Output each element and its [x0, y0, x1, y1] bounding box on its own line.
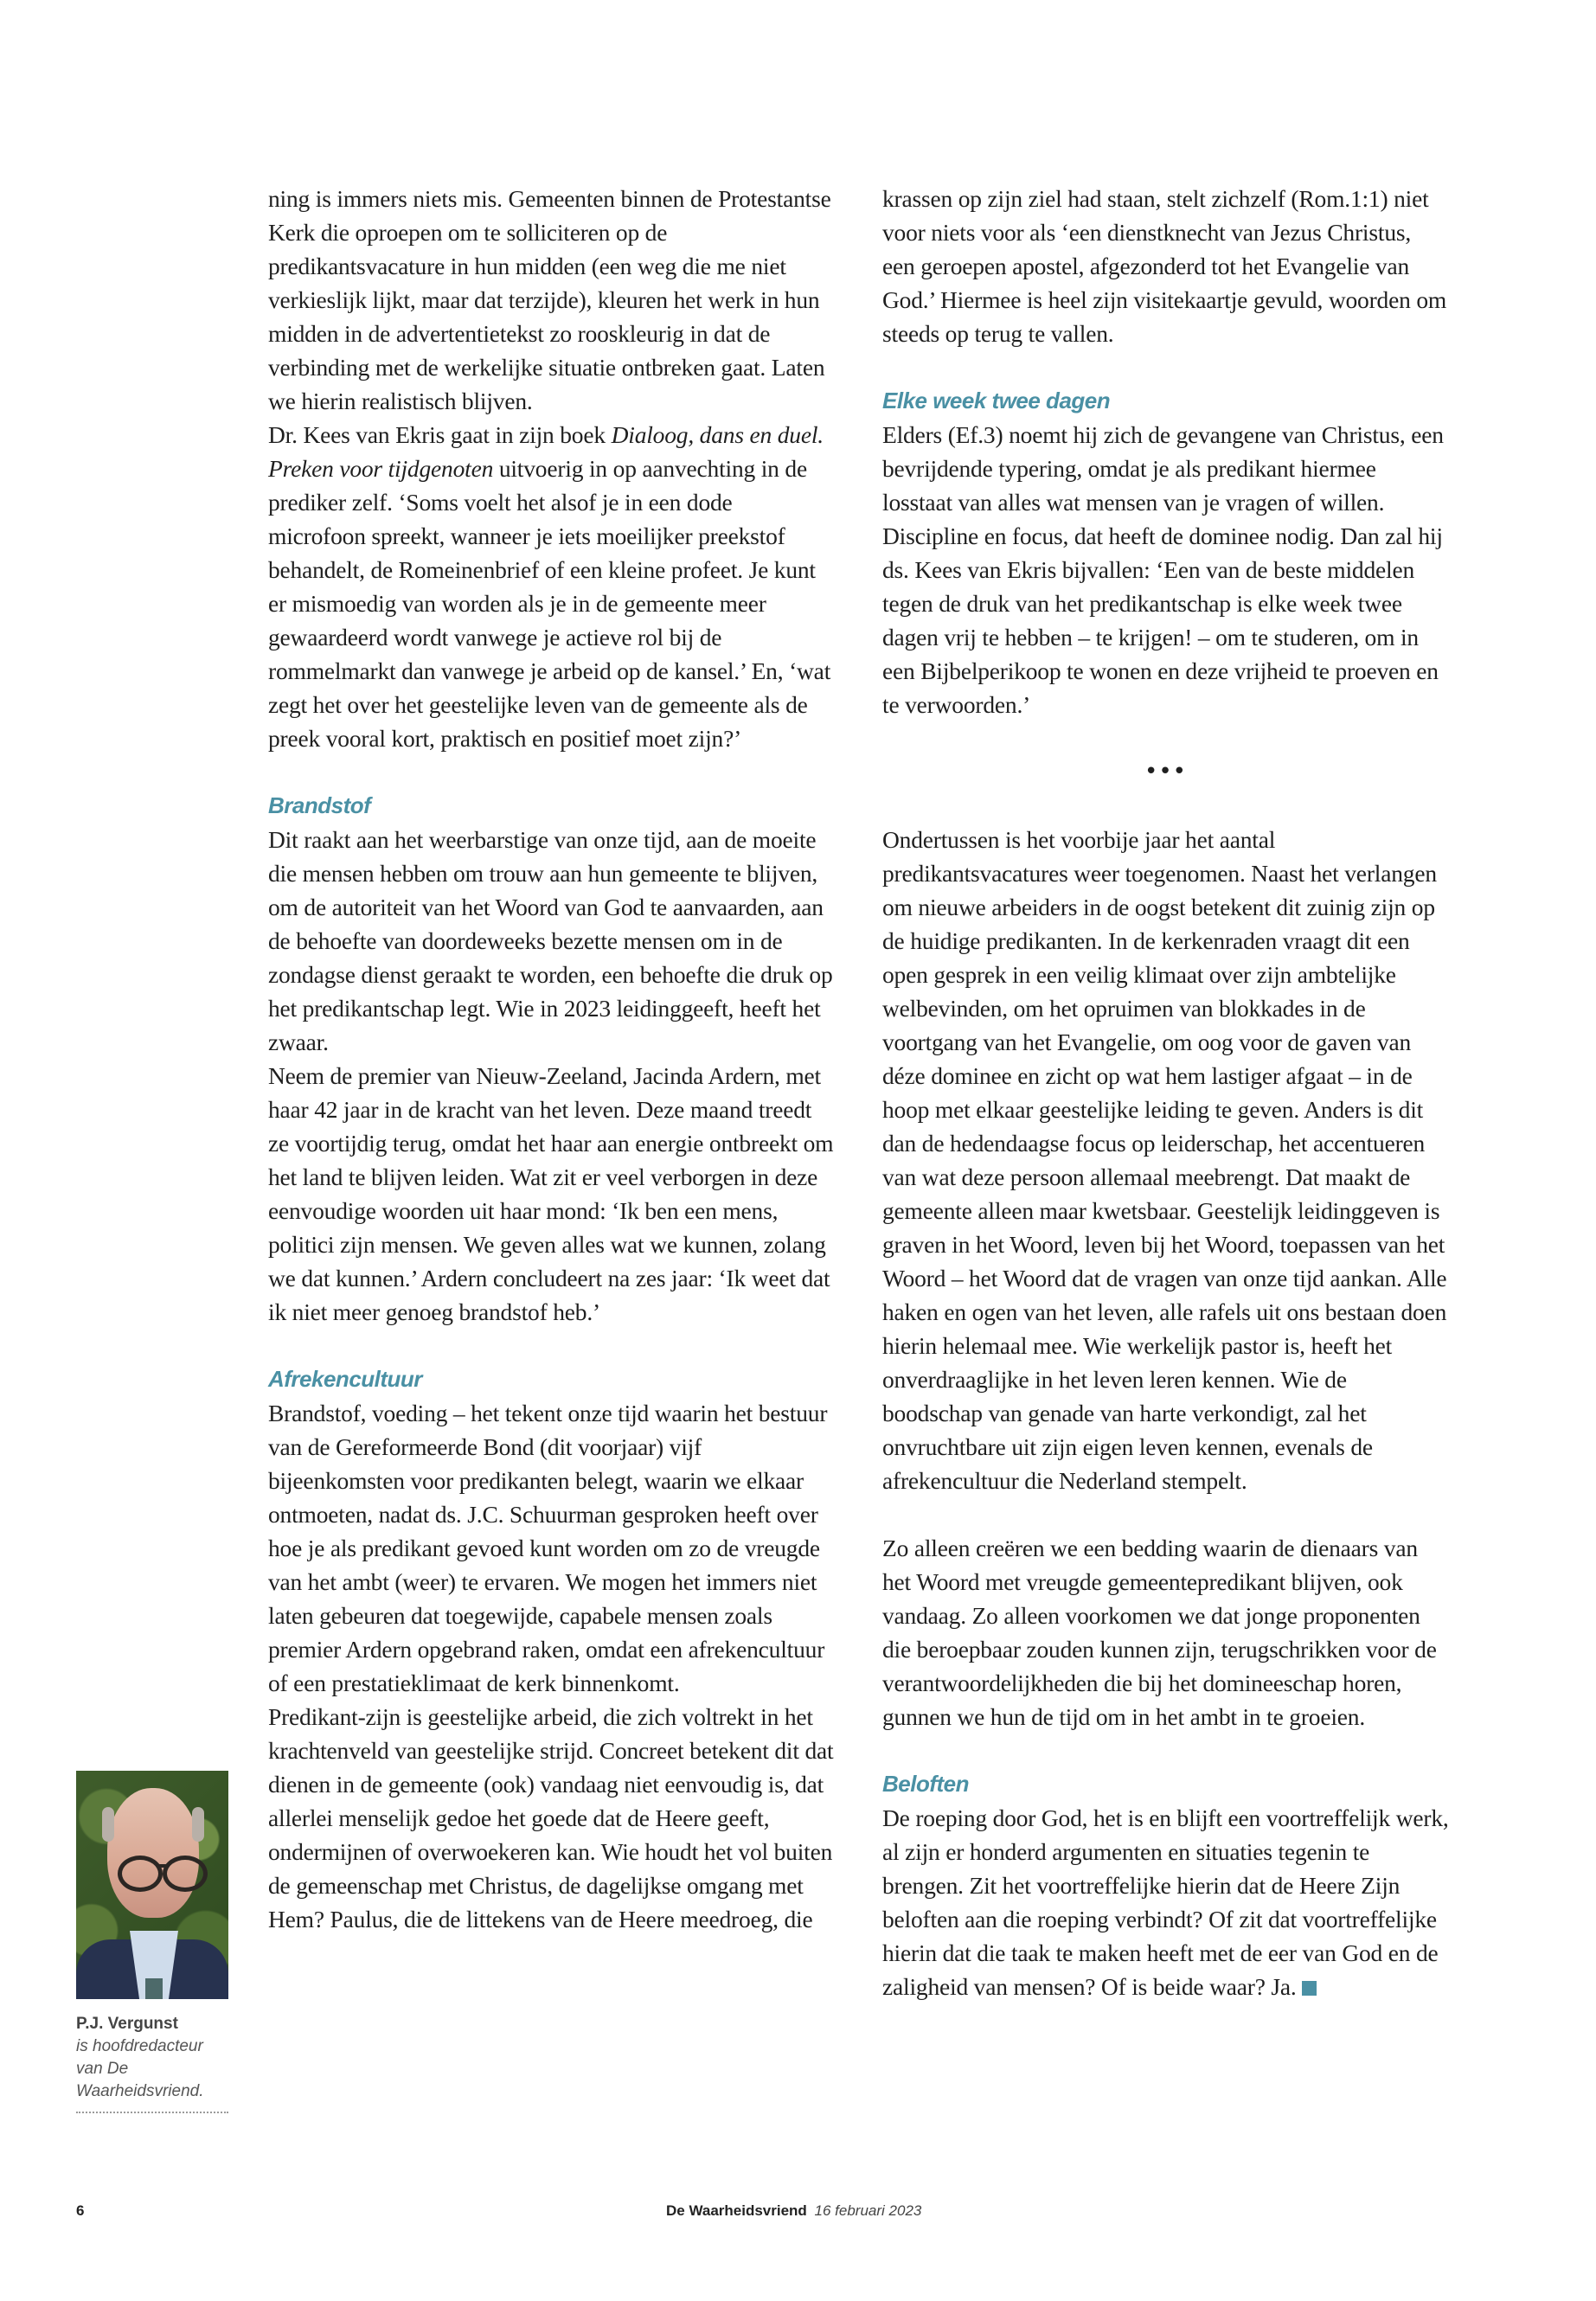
section-heading-afrekencultuur: Afrekencultuur — [268, 1366, 422, 1392]
page-number: 6 — [76, 2202, 85, 2219]
footer-masthead — [666, 2202, 921, 2220]
paragraph: krassen op zijn ziel had staan, stelt zichzelf (Rom.1:1) niet voor niets voor als ‘een dienstknecht van Jezus Christus, een geroepen apostel, afgezonderd tot het Evangelie van God.’ Hiermee is heel zijn visitekaartje gevuld, woorden om steeds op terug te vallen. — [882, 185, 1447, 347]
paragraph: Ondertussen is het voorbije jaar het aantal predikantsvacatures weer toegenomen. Naast het verlangen om nieuwe arbeiders in de oogst betekent dit zuinig zijn op de huidige predikanten. In de kerkenraden vraagt dit een open gesprek in een veilig klimaat over zijn ambtelijke welbevinden, om het opruimen van blokkades in de voortgang van het Evangelie, om oog voor de gaven van déze dominee en zicht op wat hem lastiger afgaat – in de hoop met elkaar geestelijke leiding te geven. Anders is dit dan de hedendaagse focus op leiderschap, het accentueren van wat deze persoon allemaal meebrengt. Dat maakt de gemeente alleen maar kwetsbaar. Geestelijk leidinggeven is graven in het Woord, leven bij het Woord, toepassen van het Woord – het Woord dat de vragen van onze tijd aankan. Alle haken en ogen van het leven, alle rafels uit ons bestaan doen hierin helemaal mee. Wie werkelijk pastor is, heeft het onverdraaglijke in het leven leren kennen. Wie de boodschap van genade van harte verkondigt, zal het onvruchtbare uit zijn eigen leven kennen, evenals de afrekencultuur die Nederland stempelt. — [882, 826, 1447, 1494]
author-description: is hoofdredacteur van De Waarheidsvriend. — [76, 2037, 204, 2100]
end-mark-icon — [1302, 1981, 1317, 1996]
section-heading-beloften: Beloften — [882, 1771, 969, 1797]
divider — [76, 2112, 228, 2113]
paragraph: Zo alleen creëren we een bedding waarin de dienaars van het Woord met vreugde gemeentepredikant blijven, ook vandaag. Zo alleen voorkomen we dat jonge proponenten die beroepbaar zouden kunnen zijn, terugschrikken voor de verantwoordelijkheden die bij het domineeschap horen, gunnen we hun de tijd om in het ambt in te groeien. — [882, 1535, 1437, 1730]
author-photo — [76, 1771, 228, 1999]
left-column — [268, 182, 835, 1936]
issue-date: 16 februari 2023 — [814, 2202, 922, 2219]
section-heading-elke-week: Elke week twee dagen — [882, 388, 1111, 413]
author-box — [76, 1771, 230, 2113]
paragraph: Brandstof, voeding – het tekent onze tijd waarin het bestuur van de Gereformeerde Bond (dit voorjaar) vijf bijeenkomsten voor predikanten belegt, waarin we elkaar ontmoeten, nadat ds. J.C. Schuurman gesproken heeft over hoe je als predikant gevoed kunt worden om zo de vreugde van het ambt (weer) te ervaren. We mogen het immers niet laten gebeuren dat toegewijde, capabele mensen zoals premier Ardern opgebrand raken, omdat een afrekencultuur of een prestatieklimaat de kerk binnenkomt. — [268, 1400, 828, 1696]
magazine-name: De Waarheidsvriend — [666, 2202, 807, 2219]
paragraph: De roeping door God, het is en blijft een voortreffelijk werk, al zijn er honderd argumenten en situaties tegenin te brengen. Zit het voortreffelijke hierin dat de Heere Zijn beloften aan die roeping verbindt? Of zit dat voortreffelijke hierin dat die taak te maken heeft met de eer van God en de zaligheid van mensen? Of is beide waar? Ja. — [882, 1804, 1449, 2000]
paragraph: ning is immers niets mis. Gemeenten binnen de Protestantse Kerk die oproepen om te solliciteren op de predikantsvacature in hun midden (een weg die me niet verkieslijk lijkt, maar dat terzijde), kleuren het werk in hun midden in de advertentietekst zo rooskleurig in dat de verbinding met de werkelijke situatie ontbreken gaat. Laten we hierin realistisch blijven. — [268, 185, 831, 414]
section-separator: ••• — [1144, 759, 1187, 785]
paragraph: Elders (Ef.3) noemt hij zich de gevangene van Christus, een bevrijdende typering, omdat je als predikant hiermee losstaat van alles wat mensen van je vragen of willen. Discipline en focus, dat heeft de dominee nodig. Dan zal hij ds. Kees van Ekris bijvallen: ‘Een van de beste middelen tegen de druk van het predikantschap is elke week twee dagen vrij te hebben – te krijgen! – om te studeren, om in een Bijbelperikoop te wonen en deze vrijheid te proeven en te verwoorden.’ — [882, 421, 1444, 718]
paragraph: Predikant-zijn is geestelijke arbeid, die zich voltrekt in het krachtenveld van geestelijke strijd. Concreet betekent dit dat dienen in de gemeente (ook) vandaag niet eenvoudig is, dat allerlei menselijk gedoe het goede dat de Heere geeft, ondermijnen of overwoekeren kan. Wie houdt het vol buiten de gemeenschap met Christus, de dagelijkse omgang met Hem? Paulus, die de littekens van de Heere meedroeg, die — [268, 1703, 834, 1932]
book-title: Dialoog, dans en duel. Preken voor tijdgenoten — [268, 421, 824, 482]
right-column — [882, 182, 1449, 2003]
author-name: P.J. Vergunst — [76, 2015, 178, 2033]
section-heading-brandstof: Brandstof — [268, 792, 371, 818]
paragraph: Dr. Kees van Ekris gaat in zijn boek Dialoog, dans en duel. Preken voor tijdgenoten uitvoerig in op aanvechting in de prediker zelf. ‘Soms voelt het alsof je in een dode microfoon spreekt, wanneer je iets moeilijker preekstof behandelt, de Romeinenbrief of een kleine profeet. Je kunt er mismoedig van worden als je in de gemeente meer gewaardeerd wordt vanwege je actieve rol bij de rommelmarkt dan vanwege je arbeid op de kansel.’ En, ‘wat zegt het over het geestelijke leven van de gemeente als de preek vooral kort, praktisch en positief moet zijn?’ — [268, 421, 831, 752]
paragraph: Neem de premier van Nieuw-Zeeland, Jacinda Ardern, met haar 42 jaar in de kracht van het leven. Deze maand treedt ze voortijdig terug, omdat het haar aan energie ontbreekt om het land te blijven leiden. Wat zit er veel verborgen in deze eenvoudige woorden uit haar mond: ‘Ik ben een mens, politici zijn mensen. We geven alles wat we kunnen, zolang we dat kunnen.’ Ardern concludeert na zes jaar: ‘Ik weet dat ik niet meer genoeg brandstof heb.’ — [268, 1062, 834, 1325]
paragraph: Dit raakt aan het weerbarstige van onze tijd, aan de moeite die mensen hebben om trouw aan hun gemeente te blijven, om de autoriteit van het Woord van God te aanvaarden, aan de behoefte van doordeweeks bezette mensen om in de zondagse dienst geraakt te worden, een behoefte die druk op het predikantschap legt. Wie in 2023 leidinggeeft, heeft het zwaar. — [268, 826, 833, 1055]
